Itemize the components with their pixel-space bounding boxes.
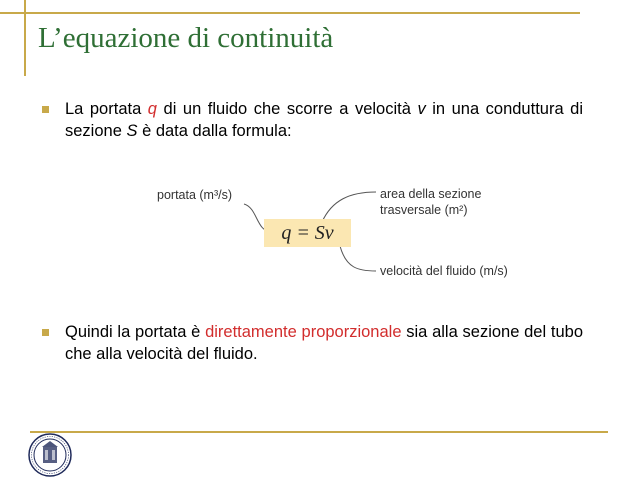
formula-text: q = Sv — [281, 222, 334, 244]
bullet-text-2: Quindi la portata è direttamente proporzionale sia alla sezione del tubo che alla velocità del fluido. — [65, 323, 584, 363]
label-area-line1: area della sezione — [380, 187, 482, 201]
bullet-marker — [42, 329, 49, 336]
university-seal-icon — [22, 432, 78, 478]
connector-area — [322, 192, 376, 222]
bullet-text-1: La portata q di un fluido che scorre a velocità v in una conduttura di sezione S è data dalla formula: — [65, 100, 583, 140]
slide-title: L’equazione di continuità — [38, 22, 334, 54]
connector-velocita — [340, 246, 376, 271]
label-area-line2: trasversale (m²) — [380, 203, 468, 217]
label-velocita: velocità del fluido (m/s) — [380, 264, 508, 278]
label-portata: portata (m³/s) — [157, 188, 233, 202]
